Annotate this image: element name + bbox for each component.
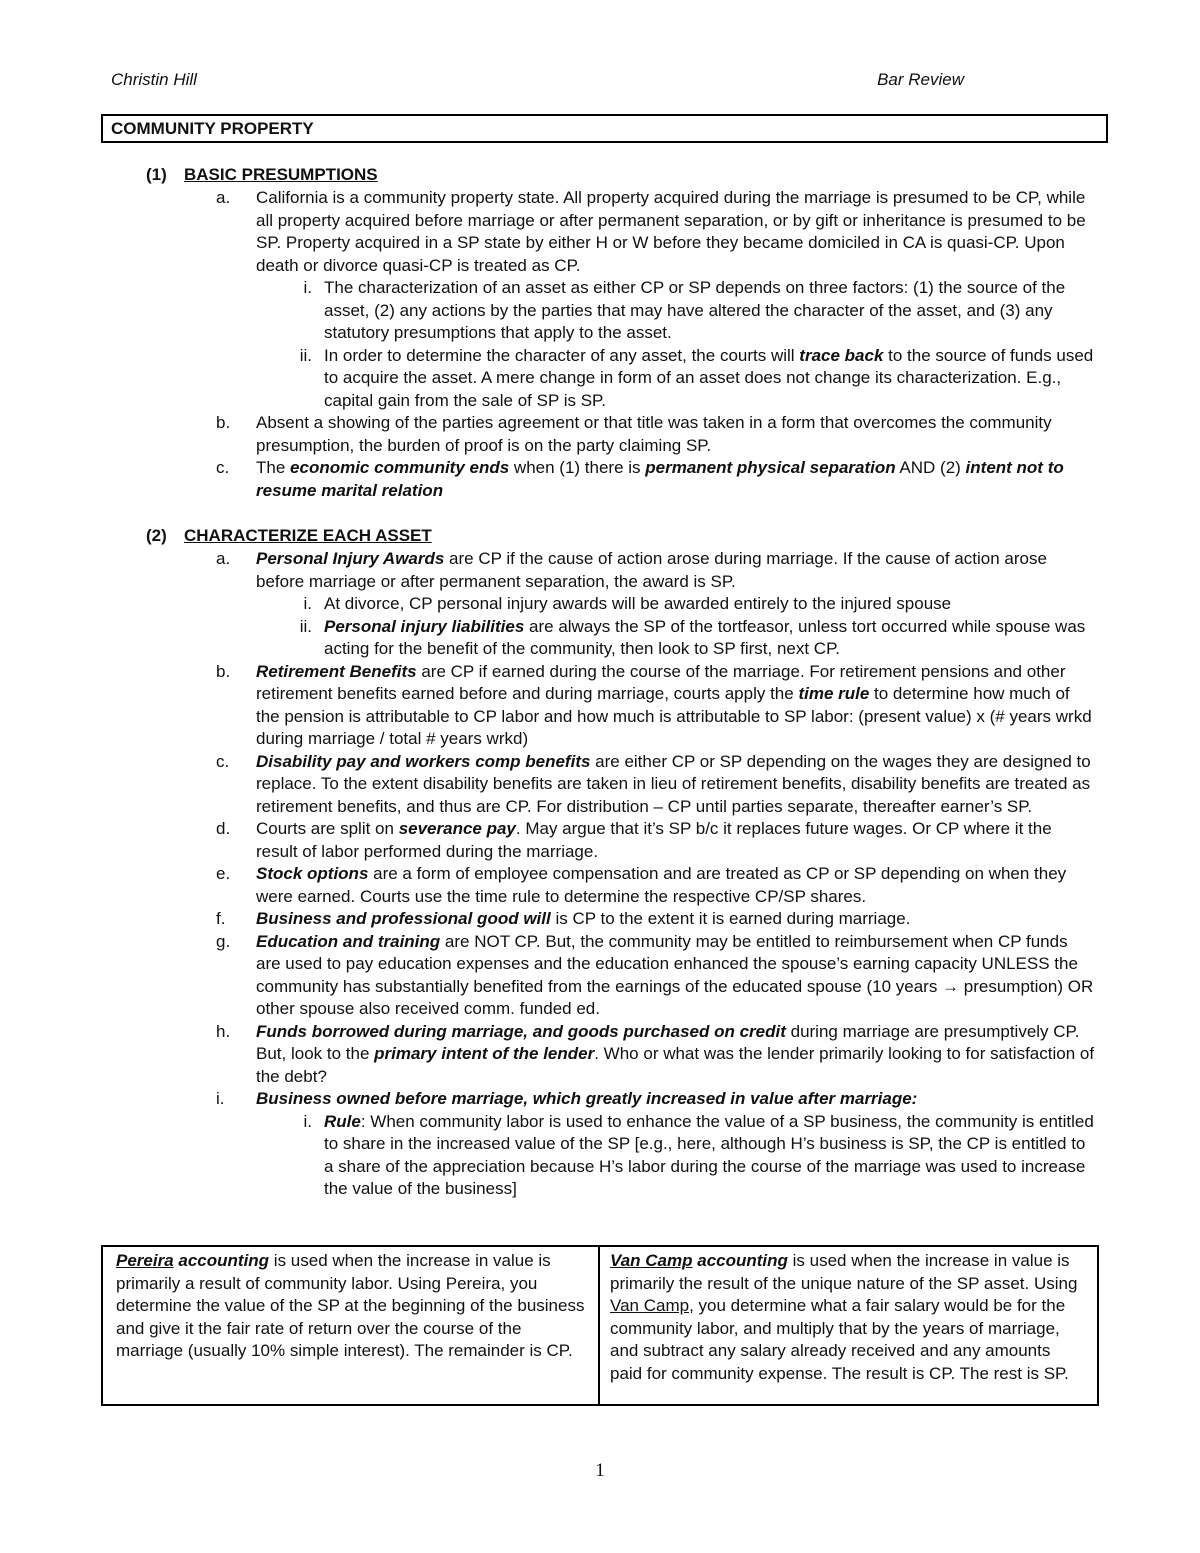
outline-item [0, 751, 1096, 819]
case-name: Pereira [116, 1251, 174, 1270]
emphasis-term: Rule [324, 1111, 361, 1131]
item-text: . May argue that it’s SP b/c it replaces future wages. Or CP where it the result of labor performed during the marriage. [256, 819, 1052, 861]
item-text: The [256, 458, 291, 477]
outline-item [0, 548, 1096, 593]
item-marker: b. [216, 413, 231, 432]
emphasis-term: Business owned before marriage, which greatly increased in value after marriage: [256, 1089, 918, 1108]
item-text: . Who or what was the lender primarily looking to for satisfaction of the debt? [256, 1044, 1095, 1086]
outline-item [0, 661, 1096, 751]
item-marker: c. [216, 458, 230, 477]
section-number: (2) [146, 526, 167, 545]
emphasis-term: Personal Injury Awards [256, 549, 445, 568]
page-title: COMMUNITY PROPERTY [101, 114, 1108, 143]
cell-text: is used when the increase in value is primarily the result of the unique nature of the SP asset. Using [610, 1251, 1078, 1293]
item-marker: b. [216, 661, 231, 681]
outline-subitem [0, 1111, 1096, 1201]
outline-item [0, 412, 1096, 457]
emphasis-term: trace back [799, 345, 884, 365]
cell-text: is used when the increase in value is primarily a result of community labor. Using Pereira, you determine the value of the SP at the beginning of the business and give it the fair rate of return over the course of the marriage (usually 10% simple interest). The remainder is CP. [116, 1251, 585, 1360]
subitem-text: At divorce, CP personal injury awards will be awarded entirely to the injured spouse [324, 594, 952, 613]
item-text: to determine how much of the pension is attributable to CP labor and how much is attributable to SP labor: (present value) x (# years wrkd during marriage / total # years wrkd) [256, 684, 1092, 748]
outline-subitem [0, 277, 1096, 345]
pereira-cell [103, 1247, 600, 1404]
emphasis-term: Stock options [256, 864, 369, 883]
item-marker: g. [216, 931, 231, 951]
item-marker: c. [216, 751, 230, 771]
header-course: Bar Review [877, 70, 964, 89]
outline-item [0, 1021, 1096, 1089]
case-name: Van Camp [610, 1296, 690, 1315]
emphasis-term: Disability pay and workers comp benefits [256, 751, 591, 771]
subitem-marker: ii. [299, 616, 312, 636]
outline-subitem [0, 616, 1096, 661]
page-number: 1 [595, 1460, 605, 1481]
item-text: AND (2) [895, 458, 966, 477]
subitem-text: In order to determine the character of any asset, the courts will [324, 345, 800, 365]
subitem-marker: i. [303, 278, 312, 297]
subitem-text: : When community labor is used to enhance the value of a SP business, the community is entitled to share in the increased value of the SP [e.g., here, although H’s business is SP, the CP is entitled to a share of the appreciation because H’s labor during the course of the marriage was used to increase the value of the business] [324, 1111, 1094, 1198]
emphasis-term: Education and training [256, 931, 441, 951]
item-text: is CP to the extent it is earned during marriage. [550, 909, 911, 928]
emphasis-term: primary intent of the lender [374, 1044, 595, 1063]
section-number: (1) [146, 165, 167, 184]
item-marker: a. [216, 188, 231, 207]
item-marker: h. [216, 1021, 231, 1041]
item-marker: a. [216, 549, 231, 568]
item-text: during marriage are presumptively CP. But, look to the [256, 1021, 1080, 1063]
outline-item [0, 457, 1096, 502]
item-marker: i. [216, 1089, 225, 1108]
header-author: Christin Hill [111, 70, 197, 89]
subitem-marker: i. [303, 1111, 312, 1131]
emphasis-term: time rule [798, 684, 870, 703]
cell-text: , you determine what a fair salary would be for the community labor, and multiply that by the years of marriage, and subtract any salary already received and any amounts paid for community expense. The result is CP. The rest is SP. [610, 1296, 1069, 1383]
item-text: Courts are split on [256, 819, 399, 838]
item-text: are a form of employee compensation and are treated as CP or SP depending on when they were earned. Courts use the time rule to determine the respective CP/SP shares. [256, 864, 1067, 906]
item-text: are CP if earned during the course of the marriage. For retirement pensions and other retirement benefits earned before and during marriage, courts apply the [256, 661, 1066, 703]
section-heading [146, 164, 1200, 187]
emphasis-term: accounting [692, 1251, 788, 1270]
emphasis-term: accounting [173, 1251, 270, 1270]
emphasis-term: economic community ends [290, 458, 510, 477]
accounting-comparison-table [101, 1245, 1099, 1406]
subitem-text: to the source of funds used to acquire the asset. A mere change in form of an asset does not change its characterization. E.g., capital gain from the sale of SP is SP. [324, 345, 1094, 410]
emphasis-term: Funds borrowed during marriage, and goods purchased on credit [256, 1021, 786, 1041]
outline-item [0, 1088, 1096, 1111]
section-title: CHARACTERIZE EACH ASSET [184, 526, 432, 545]
item-marker: d. [216, 819, 231, 838]
subitem-text: The characterization of an asset as either CP or SP depends on three factors: (1) the source of the asset, (2) any actions by the parties that may have altered the character of the asset, and (3) any statutory presumptions that apply to the asset. [324, 278, 1066, 342]
case-name: Van Camp [610, 1251, 693, 1270]
outline-subitem [0, 345, 1096, 413]
subitem-marker: ii. [299, 345, 312, 365]
emphasis-term: severance pay [398, 819, 516, 838]
item-marker: f. [216, 909, 226, 928]
subitem-text: are always the SP of the tortfeasor, unless tort occurred while spouse was acting for the benefit of the community, then look to SP first, next CP. [324, 616, 1086, 658]
item-text: are either CP or SP depending on the wages they are designed to replace. To the extent disability benefits are taken in lieu of retirement benefits, disability benefits are treated as retirement benefits, and thus are CP. For distribution – CP until parties separate, thereafter earner’s SP. [256, 751, 1091, 816]
item-marker: e. [216, 864, 231, 883]
section-title: BASIC PRESUMPTIONS [184, 165, 378, 184]
spacer [0, 502, 1200, 525]
emphasis-term: intent not to resume marital relation [256, 458, 1064, 500]
outline-item [0, 863, 1096, 908]
item-text: are NOT CP. But, the community may be entitled to reimbursement when CP funds are used to pay education expenses and the education enhanced the spouse’s earning capacity UNLESS the community has substantially benefited from the earnings of the educated spouse (10 years → presumption) OR other spouse also received comm. funded ed. [256, 931, 1094, 1018]
outline-subitem [0, 593, 1096, 616]
emphasis-term: Personal injury liabilities [324, 616, 525, 636]
subitem-marker: i. [303, 594, 312, 613]
outline-item [0, 818, 1096, 863]
item-text: California is a community property state. All property acquired during the marriage is presumed to be CP, while all property acquired before marriage or after permanent separation, or by gift or inheritance is presumed to be SP. Property acquired in a SP state by either H or W before they became domiciled in CA is quasi-CP. Upon death or divorce quasi-CP is treated as CP. [256, 188, 1086, 275]
item-text: Absent a showing of the parties agreement or that title was taken in a form that overcomes the community presumption, the burden of proof is on the party claiming SP. [256, 413, 1052, 455]
section-heading [146, 525, 1200, 548]
emphasis-term: Retirement Benefits [256, 661, 417, 681]
emphasis-term: permanent physical separation [645, 458, 896, 477]
outline-body [0, 164, 1200, 1201]
item-text: are CP if the cause of action arose during marriage. If the cause of action arose before marriage or after permanent separation, the award is SP. [256, 549, 1047, 591]
outline-item [0, 931, 1096, 1021]
item-text: when (1) there is [509, 458, 646, 477]
van-camp-cell [600, 1247, 1097, 1404]
emphasis-term: Business and professional good will [256, 909, 551, 928]
outline-item [0, 908, 1096, 931]
outline-item [0, 187, 1096, 277]
